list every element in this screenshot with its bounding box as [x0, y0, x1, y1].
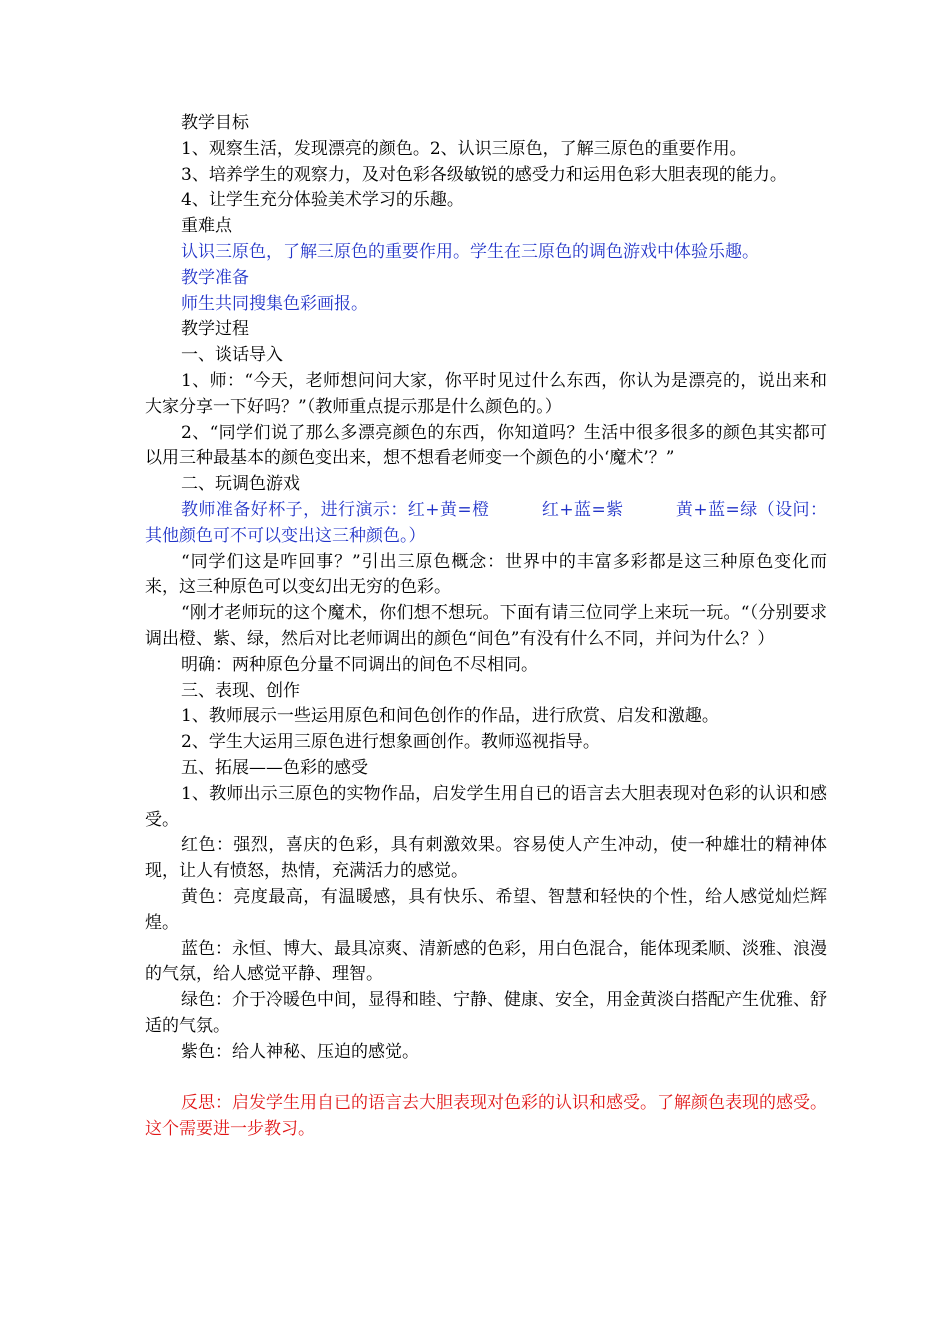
section-2-demo: 教师准备好杯子，进行演示：红+黄=橙 红+蓝=紫 黄+蓝=绿（设问：其他颜色可不可以变出这三种颜色。）	[145, 499, 827, 546]
goal-3: 3、培养学生的观察力，及对色彩各级敏锐的感受力和运用色彩大胆表现的能力。	[181, 164, 787, 185]
color-yellow-description: 黄色：亮度最高，有温暖感，具有快乐、希望、智慧和轻快的个性，给人感觉灿烂辉煌。	[145, 886, 827, 933]
color-blue-description: 蓝色：永恒、博大、最具凉爽、清新感的色彩，用白色混合，能体现柔顺、淡雅、浪漫的气氛，给人感觉平静、理智。	[145, 938, 827, 985]
color-red-description: 红色：强烈，喜庆的色彩，具有刺激效果。容易使人产生冲动，使一种雄壮的精神体现，让人有愤怒，热情，充满活力的感觉。	[145, 835, 827, 882]
section-1-paragraph-1: 1、师：“今天，老师想问问大家，你平时见过什么东西，你认为是漂亮的，说出来和大家分享一下好吗？”（教师重点提示那是什么颜色的。）	[145, 370, 827, 417]
heading-teaching-goals: 教学目标	[181, 113, 249, 133]
section-3-title: 三、表现、创作	[181, 680, 300, 701]
teaching-prep-text: 师生共同搜集色彩画报。	[181, 293, 368, 314]
section-3-paragraph-2: 2、学生大运用三原色进行想象画创作。教师巡视指导。	[181, 732, 600, 753]
heading-teaching-process: 教学过程	[181, 319, 249, 340]
goal-1-2: 1、观察生活，发现漂亮的颜色。2、认识三原色，了解三原色的重要作用。	[181, 138, 747, 159]
section-2-title: 二、玩调色游戏	[181, 474, 300, 495]
section-2-paragraph-1: “同学们这是咋回事？”引出三原色概念：世界中的丰富多彩都是这三种原色变化而来，这三种原色可以变幻出无穷的色彩。	[145, 551, 827, 598]
blank-line	[145, 1065, 827, 1091]
section-5-title: 五、拓展——色彩的感受	[181, 757, 368, 778]
key-points-text: 认识三原色，了解三原色的重要作用。学生在三原色的调色游戏中体验乐趣。	[181, 241, 759, 262]
color-green-description: 绿色：介于冷暖色中间，显得和睦、宁静、健康、安全，用金黄淡白搭配产生优雅、舒适的气氛。	[145, 990, 827, 1036]
color-purple-description: 紫色：给人神秘、压迫的感觉。	[181, 1041, 419, 1062]
section-1-title: 一、谈话导入	[181, 345, 283, 366]
section-5-paragraph-1: 1、教师出示三原色的实物作品，启发学生用自已的语言去大胆表现对色彩的认识和感受。	[145, 783, 827, 830]
heading-key-points: 重难点	[181, 216, 232, 237]
heading-teaching-prep: 教学准备	[181, 267, 249, 288]
section-2-paragraph-3: 明确：两种原色分量不同调出的间色不尽相同。	[181, 654, 538, 675]
document-page	[145, 111, 827, 1143]
section-2-paragraph-2: “刚才老师玩的这个魔术，你们想不想玩。下面有请三位同学上来玩一玩。“（分别要求调出橙、紫、绿，然后对比老师调出的颜色“间色”有没有什么不同，并问为什么？）	[145, 603, 827, 649]
section-3-paragraph-1: 1、教师展示一些运用原色和间色创作的作品，进行欣赏、启发和激趣。	[181, 706, 719, 727]
section-1-paragraph-2: 2、“同学们说了那么多漂亮颜色的东西，你知道吗？生活中很多很多的颜色其实都可以用三种最基本的颜色变出来，想不想看老师变一个颜色的小‘魔术’？”	[145, 422, 827, 469]
reflection-text: 反思：启发学生用自已的语言去大胆表现对色彩的认识和感受。了解颜色表现的感受。这个需要进一步教习。	[145, 1093, 827, 1140]
goal-4: 4、让学生充分体验美术学习的乐趣。	[181, 190, 464, 211]
